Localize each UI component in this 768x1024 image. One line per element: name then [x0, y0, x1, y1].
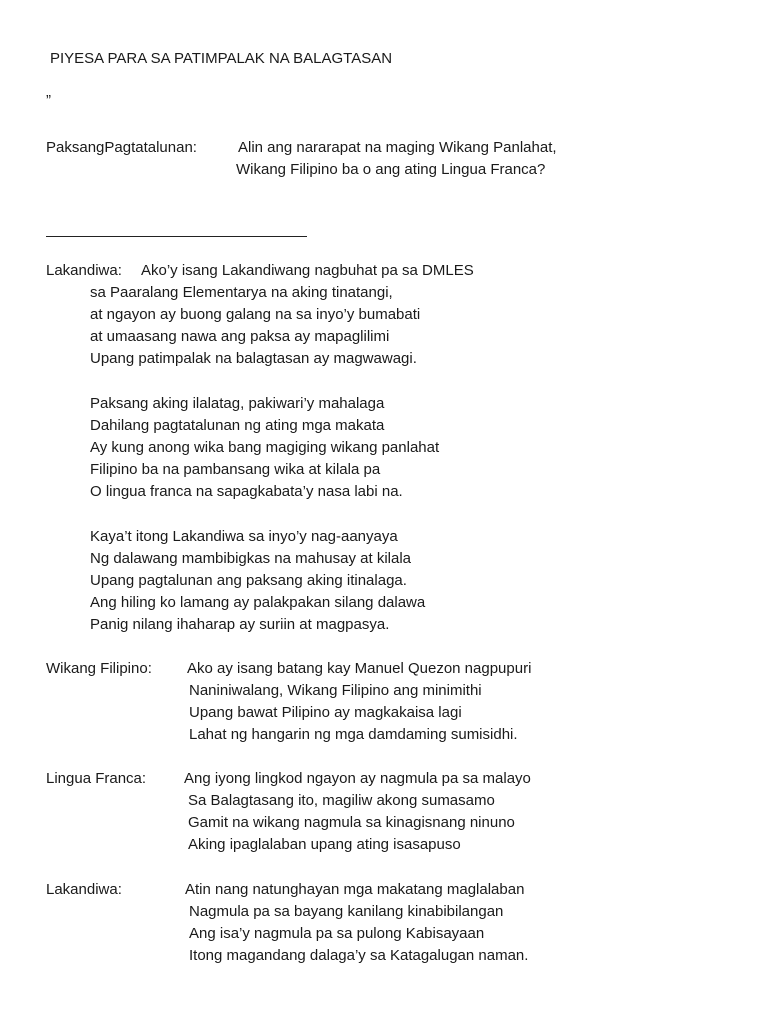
verse-line: Lahat ng hangarin ng mga damdaming sumisidhi.	[189, 726, 518, 743]
verse-line: Ang hiling ko lamang ay palakpakan silang dalawa	[90, 594, 426, 611]
document-title: PIYESA PARA SA PATIMPALAK NA BALAGTASAN	[50, 50, 393, 67]
verse-line: Dahilang pagtatalunan ng ating mga makata	[90, 417, 385, 434]
speaker-label: Lingua Franca:	[46, 770, 147, 787]
topic-label: PaksangPagtatalunan:	[46, 139, 197, 156]
verse-line: Nagmula pa sa bayang kanilang kinabibilangan	[189, 903, 504, 920]
speaker-label: Lakandiwa:	[46, 881, 122, 898]
verse-line: Ng dalawang mambibigkas na mahusay at kilala	[90, 550, 412, 567]
verse-line: Gamit na wikang nagmula sa kinagisnang ninuno	[188, 814, 515, 831]
verse-line: Upang bawat Pilipino ay magkakaisa lagi	[189, 704, 462, 721]
verse-line: at ngayon ay buong galang na sa inyo’y bumabati	[90, 306, 421, 323]
verse-line: Naniniwalang, Wikang Filipino ang minimithi	[189, 682, 482, 699]
verse-line: Upang pagtalunan ang paksang aking itinalaga.	[90, 572, 407, 589]
verse-line: sa Paaralang Elementarya na aking tinatangi,	[90, 284, 393, 301]
verse-line: Ay kung anong wika bang magiging wikang panlahat	[90, 439, 440, 456]
verse-line: O lingua franca na sapagkabata’y nasa labi na.	[90, 483, 403, 500]
verse-line: Ang iyong lingkod ngayon ay nagmula pa sa malayo	[184, 770, 531, 787]
verse-line: Kaya’t itong Lakandiwa sa inyo’y nag-aanyaya	[90, 528, 398, 545]
verse-line: Atin nang natunghayan mga makatang maglalaban	[185, 881, 525, 898]
verse-line: Sa Balagtasang ito, magiliw akong sumasamo	[188, 792, 495, 809]
topic-line-2: Wikang Filipino ba o ang ating Lingua Franca?	[236, 161, 546, 178]
separator-line	[46, 236, 307, 237]
verse-line: Upang patimpalak na balagtasan ay magwawagi.	[90, 350, 417, 367]
verse-line: at umaasang nawa ang paksa ay mapaglilimi	[90, 328, 390, 345]
verse-line: Aking ipaglalaban upang ating isasapuso	[188, 836, 461, 853]
verse-line: Paksang aking ilalatag, pakiwari’y mahalaga	[90, 395, 385, 412]
stray-quote-mark: ”	[46, 92, 51, 109]
verse-line: Ako’y isang Lakandiwang nagbuhat pa sa DMLES	[141, 262, 474, 279]
verse-line: Panig nilang ihaharap ay suriin at magpasya.	[90, 616, 390, 633]
verse-line: Ang isa’y nagmula pa sa pulong Kabisayaan	[189, 925, 485, 942]
speaker-label: Lakandiwa:	[46, 262, 122, 279]
topic-line-1: Alin ang nararapat na maging Wikang Panlahat,	[238, 139, 557, 156]
verse-line: Itong magandang dalaga’y sa Katagalugan naman.	[189, 947, 529, 964]
speaker-label: Wikang Filipino:	[46, 660, 152, 677]
verse-line: Filipino ba na pambansang wika at kilala pa	[90, 461, 381, 478]
verse-line: Ako ay isang batang kay Manuel Quezon nagpupuri	[187, 660, 532, 677]
